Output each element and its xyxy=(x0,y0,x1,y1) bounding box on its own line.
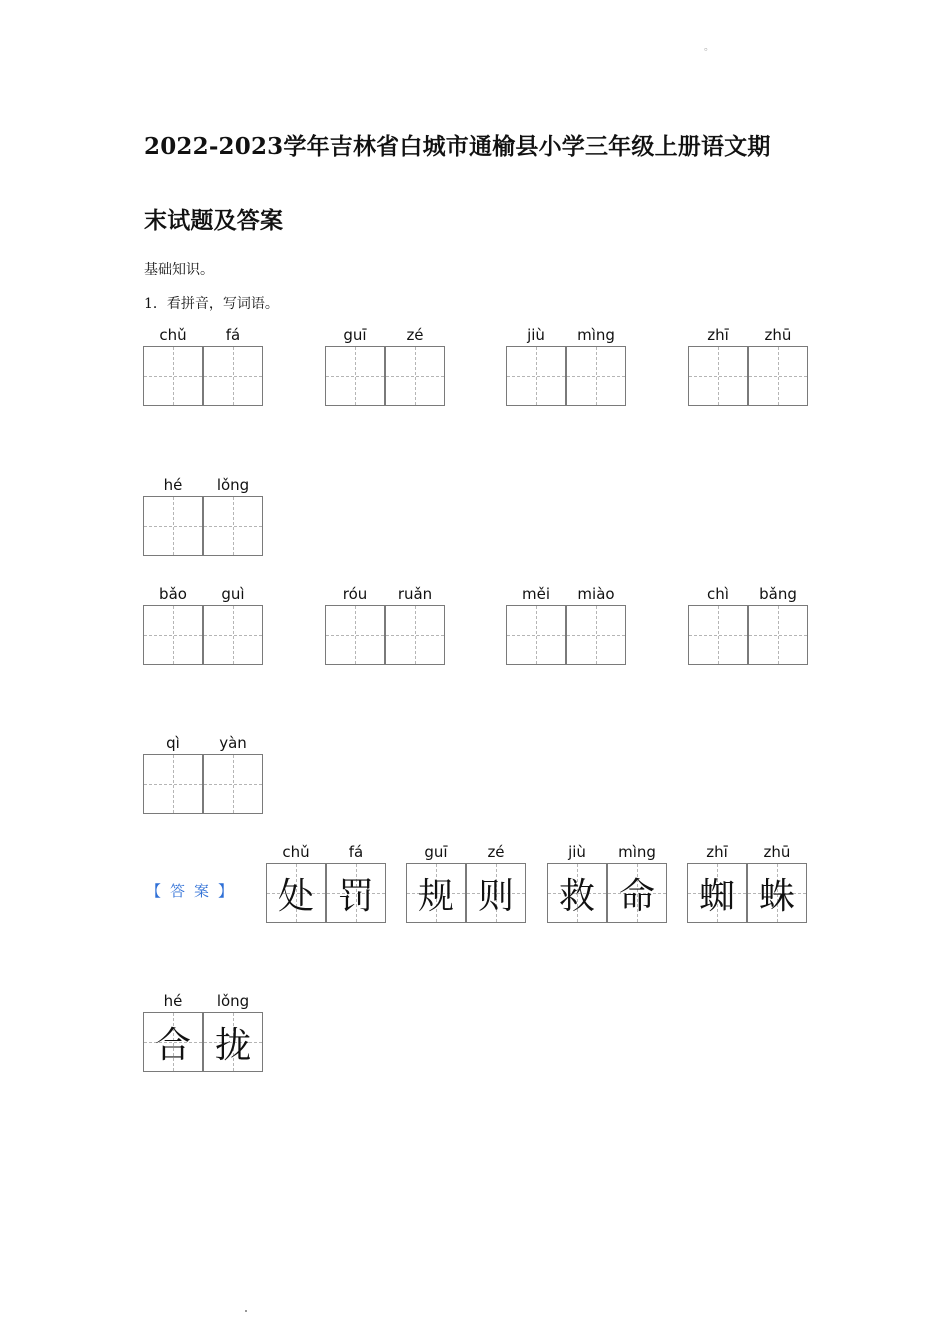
writing-box[interactable] xyxy=(143,496,203,556)
answer-character: 罚 xyxy=(337,875,374,917)
pinyin-label: jiù xyxy=(527,326,545,344)
answer-group xyxy=(547,843,667,923)
pinyin-label: chǔ xyxy=(282,843,310,861)
writing-box[interactable] xyxy=(143,346,203,406)
writing-box[interactable] xyxy=(506,605,566,665)
pinyin-label: fá xyxy=(348,843,364,861)
answer-box xyxy=(747,863,807,923)
answer-label: 【答案】 xyxy=(146,882,243,900)
pinyin-label: qì xyxy=(166,734,180,752)
pinyin-group xyxy=(506,585,626,665)
answer-group xyxy=(687,843,807,923)
pinyin-label: zhū xyxy=(763,843,791,861)
pinyin-label: ruǎn xyxy=(397,585,433,603)
pinyin-group xyxy=(143,476,263,556)
corner-mark: 。 xyxy=(704,42,714,53)
writing-box[interactable] xyxy=(325,346,385,406)
writing-box[interactable] xyxy=(203,346,263,406)
writing-box[interactable] xyxy=(748,346,808,406)
pinyin-label: bǎo xyxy=(159,585,187,603)
answer-box xyxy=(266,863,326,923)
answer-group xyxy=(143,992,263,1072)
pinyin-label: lǒng xyxy=(216,992,250,1010)
pinyin-label: chì xyxy=(707,585,729,603)
pinyin-group xyxy=(143,326,263,406)
answer-box xyxy=(687,863,747,923)
question-text: 1．看拼音，写词语。 xyxy=(144,296,279,312)
answer-character: 规 xyxy=(417,875,454,917)
pinyin-label: róu xyxy=(342,585,368,603)
pinyin-label: fá xyxy=(225,326,241,344)
page-title-line-2: 末试题及答案 xyxy=(144,207,284,234)
answer-character: 蜘 xyxy=(698,875,735,917)
pinyin-label: lǒng xyxy=(216,476,250,494)
pinyin-group xyxy=(688,326,808,406)
answer-box xyxy=(326,863,386,923)
pinyin-label: mìng xyxy=(618,843,656,861)
pinyin-group xyxy=(506,326,626,406)
pinyin-label: zé xyxy=(406,326,424,344)
pinyin-group xyxy=(143,585,263,665)
pinyin-label: zhī xyxy=(706,843,728,861)
answer-character: 拢 xyxy=(214,1024,251,1066)
writing-box[interactable] xyxy=(506,346,566,406)
pinyin-label: miào xyxy=(577,585,615,603)
writing-box[interactable] xyxy=(385,605,445,665)
pinyin-label: yàn xyxy=(219,734,247,752)
pinyin-group xyxy=(325,326,445,406)
answer-character: 处 xyxy=(277,875,314,917)
pinyin-label: mìng xyxy=(577,326,615,344)
pinyin-label: zé xyxy=(487,843,505,861)
pinyin-label: jiù xyxy=(568,843,586,861)
answer-character: 则 xyxy=(477,875,514,917)
writing-box[interactable] xyxy=(748,605,808,665)
pinyin-label: hé xyxy=(163,476,183,494)
pinyin-label: zhī xyxy=(707,326,729,344)
pinyin-label: guì xyxy=(221,585,245,603)
answer-character: 救 xyxy=(558,875,595,917)
writing-box[interactable] xyxy=(143,754,203,814)
pinyin-label: guī xyxy=(343,326,367,344)
writing-box[interactable] xyxy=(203,605,263,665)
writing-box[interactable] xyxy=(688,605,748,665)
answer-character: 命 xyxy=(618,875,655,917)
writing-box[interactable] xyxy=(688,346,748,406)
answer-box xyxy=(203,1012,263,1072)
answer-box xyxy=(143,1012,203,1072)
answer-group xyxy=(406,843,526,923)
pinyin-label: měi xyxy=(521,585,550,603)
answer-box xyxy=(466,863,526,923)
answer-box xyxy=(547,863,607,923)
writing-box[interactable] xyxy=(325,605,385,665)
page-title-line-1: 2022-2023学年吉林省白城市通榆县小学三年级上册语文期 xyxy=(144,133,771,160)
pinyin-group xyxy=(143,734,263,814)
pinyin-label: zhū xyxy=(764,326,792,344)
pinyin-group xyxy=(325,585,445,665)
answer-character: 合 xyxy=(154,1024,191,1066)
writing-box[interactable] xyxy=(385,346,445,406)
writing-box[interactable] xyxy=(203,496,263,556)
pinyin-label: hé xyxy=(163,992,183,1010)
section-heading: 基础知识。 xyxy=(144,262,214,278)
writing-box[interactable] xyxy=(143,605,203,665)
answer-box xyxy=(406,863,466,923)
pinyin-label: guī xyxy=(424,843,448,861)
writing-box[interactable] xyxy=(566,346,626,406)
answer-group xyxy=(266,843,386,923)
pinyin-label: bǎng xyxy=(759,585,797,603)
pinyin-label: chǔ xyxy=(159,326,187,344)
answer-character: 蛛 xyxy=(758,875,795,917)
pinyin-group xyxy=(688,585,808,665)
writing-box[interactable] xyxy=(203,754,263,814)
page-dot xyxy=(245,1310,247,1312)
writing-box[interactable] xyxy=(566,605,626,665)
answer-box xyxy=(607,863,667,923)
